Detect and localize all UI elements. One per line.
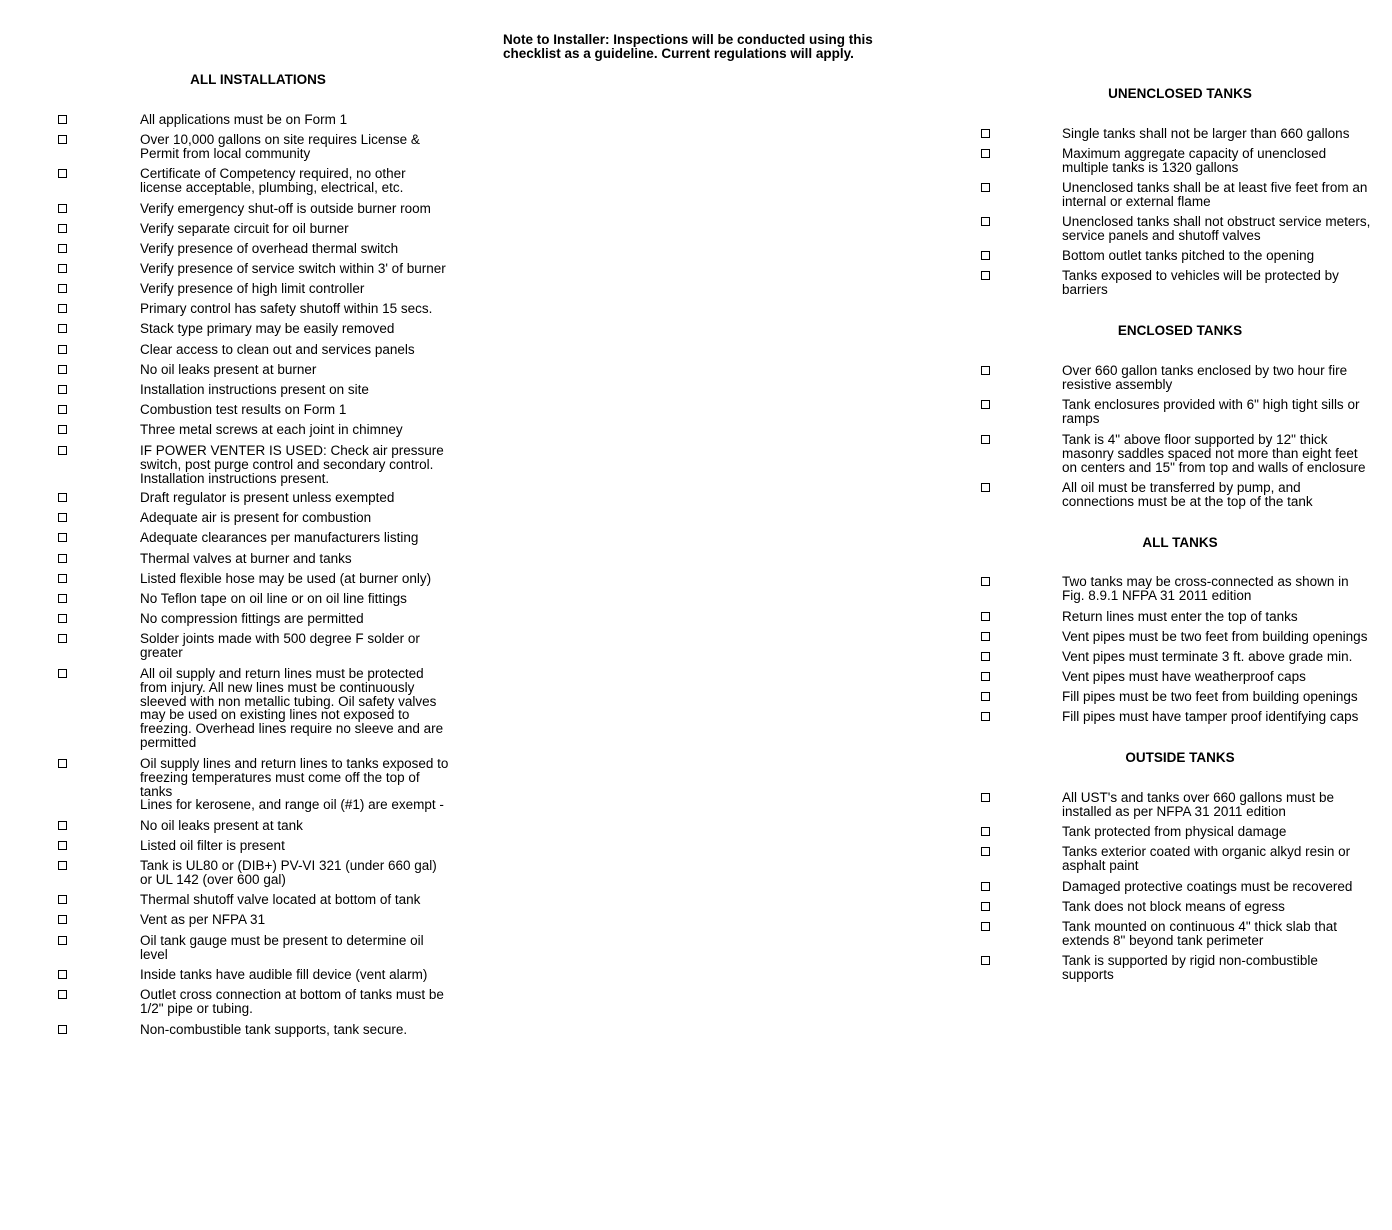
checkbox[interactable] <box>58 493 67 502</box>
checkbox[interactable] <box>58 895 67 904</box>
checklist-item-text: Tank is UL80 or (DIB+) PV-VI 321 (under 660 gal) or UL 142 (over 600 gal) <box>140 858 437 887</box>
checkbox[interactable] <box>58 284 67 293</box>
checklist-item-text: Thermal valves at burner and tanks <box>140 551 352 566</box>
checkbox[interactable] <box>58 513 67 522</box>
checklist-item-text: Tank is 4" above floor supported by 12" thick masonry saddles spaced not more than eight feet on centers and 15" from top and walls of enclosure <box>1062 432 1366 475</box>
section-heading-outside-tanks: OUTSIDE TANKS <box>1125 750 1235 765</box>
checklist-item-text: Tank is supported by rigid non-combustible supports <box>1062 953 1318 982</box>
checkbox[interactable] <box>58 554 67 563</box>
checklist-item-text: Tanks exposed to vehicles will be protected by barriers <box>1062 268 1339 297</box>
checkbox[interactable] <box>981 577 990 586</box>
checklist-item-text: Tank protected from physical damage <box>1062 824 1287 839</box>
section-heading-enclosed-tanks: ENCLOSED TANKS <box>1117 323 1243 338</box>
checklist-item-text: Fill pipes must be two feet from building openings <box>1062 689 1358 704</box>
checklist-item-text: Listed flexible hose may be used (at burner only) <box>140 571 432 586</box>
checkbox[interactable] <box>981 847 990 856</box>
checkbox[interactable] <box>58 1025 67 1034</box>
checkbox[interactable] <box>981 149 990 158</box>
checkbox[interactable] <box>58 385 67 394</box>
checklist-item-text: Primary control has safety shutoff within 15 secs. <box>140 301 433 316</box>
checklist-item-text: Thermal shutoff valve located at bottom of tank <box>140 892 421 907</box>
checklist-item-text: Non-combustible tank supports, tank secure. <box>140 1022 408 1037</box>
checklist-item-text: All applications must be on Form 1 <box>140 112 348 127</box>
checkbox[interactable] <box>58 936 67 945</box>
checkbox[interactable] <box>58 425 67 434</box>
checklist-item-text: No Teflon tape on oil line or on oil line fittings <box>140 591 407 606</box>
checklist-item-text: All oil must be transferred by pump, and connections must be at the top of the tank <box>1062 480 1313 509</box>
checkbox[interactable] <box>58 224 67 233</box>
checkbox[interactable] <box>58 861 67 870</box>
checklist-item-text: Clear access to clean out and services panels <box>140 342 415 357</box>
checkbox[interactable] <box>981 129 990 138</box>
checkbox[interactable] <box>58 821 67 830</box>
checklist-item-text: Unenclosed tanks shall be at least five feet from an internal or external flame <box>1062 180 1368 209</box>
checklist-item-text: Vent pipes must have weatherproof caps <box>1062 669 1306 684</box>
checkbox[interactable] <box>58 324 67 333</box>
checkbox[interactable] <box>58 759 67 768</box>
checklist-item-text: Return lines must enter the top of tanks <box>1062 609 1298 624</box>
checkbox[interactable] <box>981 902 990 911</box>
checkbox[interactable] <box>58 990 67 999</box>
checkbox[interactable] <box>58 446 67 455</box>
checkbox[interactable] <box>981 251 990 260</box>
checkbox[interactable] <box>981 183 990 192</box>
checkbox[interactable] <box>981 632 990 641</box>
checklist-item-text: Inside tanks have audible fill device (vent alarm) <box>140 967 428 982</box>
checklist-item-text: Verify presence of high limit controller <box>140 281 365 296</box>
checklist-item-text: Stack type primary may be easily removed <box>140 321 395 336</box>
checklist-item-text: No oil leaks present at tank <box>140 818 303 833</box>
checkbox[interactable] <box>58 135 67 144</box>
checkbox[interactable] <box>58 169 67 178</box>
checklist-item-text: Verify presence of service switch within 3' of burner <box>140 261 446 276</box>
checkbox[interactable] <box>981 483 990 492</box>
checklist-item-text: Verify presence of overhead thermal switch <box>140 241 399 256</box>
checkbox[interactable] <box>58 204 67 213</box>
checklist-item-text: No oil leaks present at burner <box>140 362 317 377</box>
checklist-item-text: All oil supply and return lines must be protected from injury. All new lines must be continuously sleeved with non metallic tubing. Oil safety valves may be used on existing lines not exposed to freezing. Overhead lines require no sleeve and are permitted <box>140 666 444 750</box>
installer-note: Note to Installer: Inspections will be conducted using this checklist as a guideline. Current regulations will apply. <box>503 32 873 61</box>
checklist-item-text: Verify emergency shut-off is outside burner room <box>140 201 431 216</box>
checkbox[interactable] <box>58 915 67 924</box>
checkbox[interactable] <box>58 634 67 643</box>
checklist-item-text: Oil tank gauge must be present to determine oil level <box>140 933 424 962</box>
checkbox[interactable] <box>981 922 990 931</box>
checkbox[interactable] <box>981 435 990 444</box>
checklist-item-text: No compression fittings are permitted <box>140 611 364 626</box>
checkbox[interactable] <box>58 970 67 979</box>
checkbox[interactable] <box>58 574 67 583</box>
checklist-item-text: Solder joints made with 500 degree F solder or greater <box>140 631 420 660</box>
checkbox[interactable] <box>981 271 990 280</box>
checklist-item-text: Over 660 gallon tanks enclosed by two hour fire resistive assembly <box>1062 363 1348 392</box>
checklist-item-text: Verify separate circuit for oil burner <box>140 221 349 236</box>
checklist-item-text: Two tanks may be cross-connected as shown in Fig. 8.9.1 NFPA 31 2011 edition <box>1062 574 1349 603</box>
checkbox[interactable] <box>981 612 990 621</box>
checklist-item-text: IF POWER VENTER IS USED: Check air pressure switch, post purge control and secondary control. Installation instructions present. <box>140 443 444 486</box>
checklist-item-text: Adequate clearances per manufacturers listing <box>140 530 419 545</box>
section-heading-all-tanks: ALL TANKS <box>1142 535 1218 550</box>
checkbox[interactable] <box>981 692 990 701</box>
checklist-item-text: All UST's and tanks over 660 gallons must be installed as per NFPA 31 2011 edition <box>1062 790 1334 819</box>
checkbox[interactable] <box>58 244 67 253</box>
checklist-item-text: Outlet cross connection at bottom of tanks must be 1/2" pipe or tubing. <box>140 987 444 1016</box>
checklist-item-text: Damaged protective coatings must be recovered <box>1062 879 1353 894</box>
checklist-item-text: Listed oil filter is present <box>140 838 285 853</box>
checklist-item-text: Over 10,000 gallons on site requires License & Permit from local community <box>140 132 420 161</box>
checkbox[interactable] <box>58 594 67 603</box>
checklist-item-text: Tanks exterior coated with organic alkyd resin or asphalt paint <box>1062 844 1351 873</box>
checkbox[interactable] <box>981 672 990 681</box>
checkbox[interactable] <box>981 400 990 409</box>
checklist-item-text: Certificate of Competency required, no other license acceptable, plumbing, electrical, etc. <box>140 166 406 195</box>
checklist-item-text: Bottom outlet tanks pitched to the opening <box>1062 248 1315 263</box>
checkbox[interactable] <box>58 533 67 542</box>
checkbox[interactable] <box>981 882 990 891</box>
checkbox[interactable] <box>981 793 990 802</box>
checkbox[interactable] <box>58 841 67 850</box>
checklist-item-text: Tank enclosures provided with 6" high tight sills or ramps <box>1062 397 1360 426</box>
checklist-item-text: Installation instructions present on site <box>140 382 369 397</box>
checkbox[interactable] <box>58 669 67 678</box>
checklist-item-text: Single tanks shall not be larger than 660 gallons <box>1062 126 1350 141</box>
checklist-item-text: Vent as per NFPA 31 <box>140 912 266 927</box>
checkbox[interactable] <box>981 652 990 661</box>
checkbox[interactable] <box>58 264 67 273</box>
checklist-item-text: Combustion test results on Form 1 <box>140 402 347 417</box>
checklist-item-text: Maximum aggregate capacity of unenclosed multiple tanks is 1320 gallons <box>1062 146 1327 175</box>
section-heading-all-installations: ALL INSTALLATIONS <box>190 72 326 87</box>
checkbox[interactable] <box>981 712 990 721</box>
checkbox[interactable] <box>58 405 67 414</box>
checklist-item-text: Fill pipes must have tamper proof identifying caps <box>1062 709 1359 724</box>
checkbox[interactable] <box>58 304 67 313</box>
checkbox[interactable] <box>58 365 67 374</box>
section-heading-unenclosed-tanks: UNENCLOSED TANKS <box>1108 86 1252 101</box>
checklist-item-text: Adequate air is present for combustion <box>140 510 372 525</box>
checklist-item-text: Draft regulator is present unless exempted <box>140 490 395 505</box>
checkbox[interactable] <box>981 827 990 836</box>
checklist-item-text: Tank mounted on continuous 4" thick slab that extends 8" beyond tank perimeter <box>1062 919 1337 948</box>
checkbox[interactable] <box>58 614 67 623</box>
checkbox[interactable] <box>58 115 67 124</box>
checkbox[interactable] <box>981 956 990 965</box>
checklist-item-text: Unenclosed tanks shall not obstruct service meters, service panels and shutoff valves <box>1062 214 1371 243</box>
checkbox[interactable] <box>58 345 67 354</box>
checkbox[interactable] <box>981 366 990 375</box>
checklist-item-text: Tank does not block means of egress <box>1062 899 1285 914</box>
checklist-item-text: Vent pipes must terminate 3 ft. above grade min. <box>1062 649 1353 664</box>
checklist-item-text: Vent pipes must be two feet from building openings <box>1062 629 1368 644</box>
checklist-item-text: Oil supply lines and return lines to tanks exposed to freezing temperatures must come off the top of tanks Lines for kerosene, and range oil (#1) are exempt - <box>140 756 449 813</box>
checklist-item-text: Three metal screws at each joint in chimney <box>140 422 403 437</box>
checkbox[interactable] <box>981 217 990 226</box>
